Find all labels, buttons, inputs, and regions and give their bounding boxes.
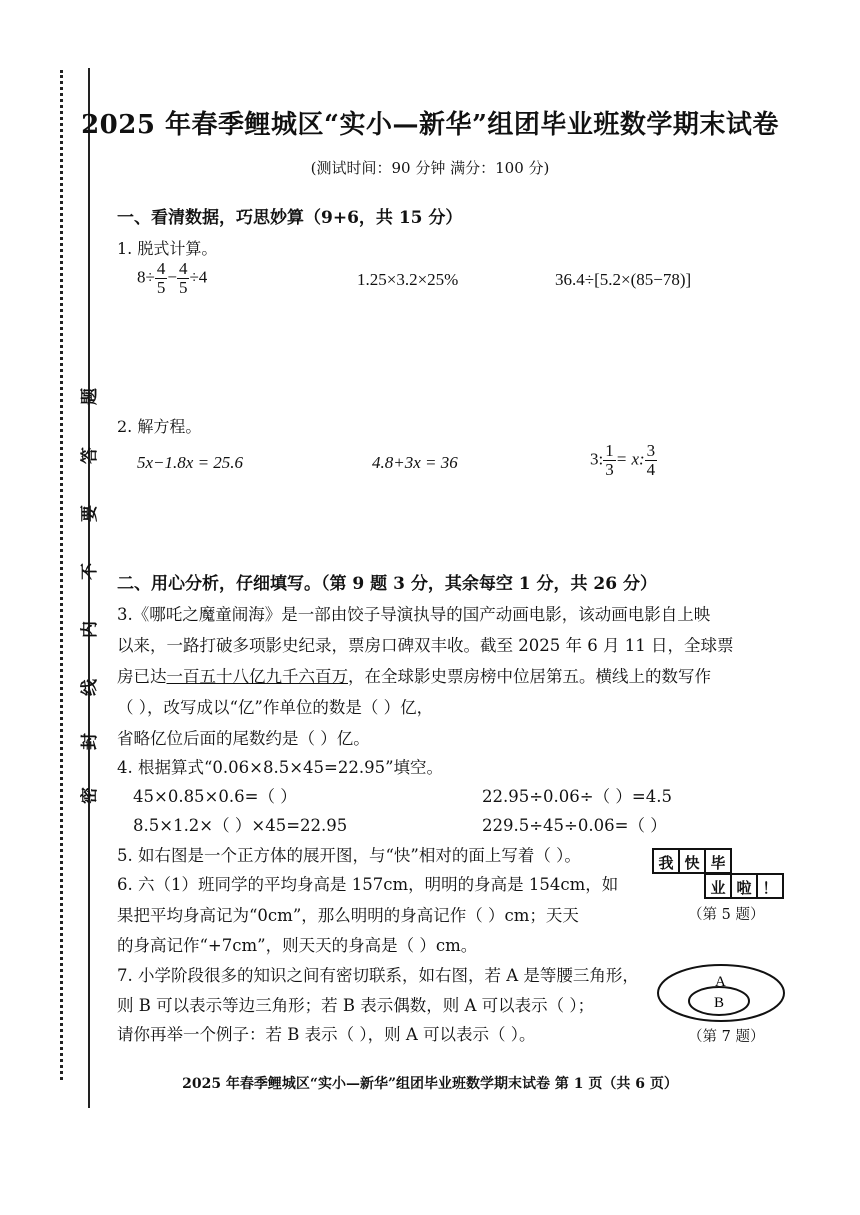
q2-eq1: 5x−1.8x = 25.6 — [137, 453, 244, 472]
q1-label: 1. 脱式计算。 — [117, 239, 218, 258]
margin-char: 要 — [80, 505, 100, 522]
binding-dotted-line — [60, 70, 63, 1080]
cube-face: 我 — [652, 848, 680, 874]
q7-line1: 7. 小学阶段很多的知识之间有密切联系，如右图，若 A 是等腰三角形， — [117, 966, 639, 985]
fraction — [603, 442, 616, 479]
q1-expr3: 36.4÷[5.2×(85−78)] — [555, 270, 692, 289]
margin-char: 密 — [80, 787, 100, 804]
q7-caption: （第 7 题） — [688, 1029, 765, 1045]
fraction — [155, 260, 168, 297]
fraction — [645, 442, 658, 479]
fraction — [177, 260, 190, 297]
q4-b: 22.95÷0.06÷（ ）=4.5 — [482, 787, 672, 806]
denominator: 5 — [156, 277, 166, 297]
q3-text: ，在全球影史票房榜中位居第五。横线上的数写作 — [348, 667, 711, 686]
q3-underlined-number: 一百五十八亿九千六百万 — [166, 667, 348, 686]
expr-text: − — [167, 267, 177, 287]
q6-line2: 果把平均身高记为“0cm”，那么明明的身高记作（ ）cm；天天 — [117, 906, 579, 925]
q4-label: 4. 根据算式“0.06×8.5×45=22.95”填空。 — [117, 758, 444, 777]
margin-char: 封 — [80, 733, 100, 750]
q5-text: 5. 如右图是一个正方体的展开图，与“快”相对的面上写着（ ）。 — [117, 846, 581, 865]
exam-subtitle: (测试时间：90 分钟 满分：100 分) — [310, 159, 550, 177]
q4-d: 229.5÷45÷0.06=（ ） — [482, 816, 667, 835]
numerator: 4 — [156, 259, 166, 278]
numerator: 3 — [646, 441, 656, 460]
margin-char: 题 — [80, 388, 100, 405]
margin-char: 答 — [80, 447, 100, 464]
q3-line3 — [117, 661, 711, 692]
cube-face: 啦 — [730, 873, 758, 899]
denominator: 5 — [178, 277, 188, 297]
q6-line3: 的身高记作“+7cm”，则天天的身高是（ ）cm。 — [117, 936, 478, 955]
section2-heading: 二、用心分析，仔细填写。（第 9 题 3 分，其余每空 1 分，共 26 分） — [117, 574, 657, 594]
binding-solid-line — [88, 68, 90, 1108]
denominator: 3 — [605, 459, 614, 479]
margin-char: 不 — [80, 563, 100, 580]
section1-heading: 一、看清数据，巧思妙算（9+6，共 15 分） — [117, 208, 463, 228]
nested-ellipse-figure — [655, 962, 787, 1024]
q6-line1: 6. 六（1）班同学的平均身高是 157cm，明明的身高是 154cm，如 — [117, 875, 619, 894]
q2-eq3 — [590, 442, 657, 479]
margin-char: 内 — [80, 621, 100, 638]
q3-line4: （ ），改写成以“亿”作单位的数是（ ）亿， — [117, 698, 434, 717]
label-b: B — [714, 995, 725, 1011]
q4-c: 8.5×1.2×（ ）×45=22.95 — [133, 816, 348, 835]
q3-text: 房已达 — [117, 667, 167, 686]
margin-char: 线 — [80, 679, 100, 696]
q4-a: 45×0.85×0.6=（ ） — [133, 787, 297, 806]
cube-face: 毕 — [704, 848, 732, 874]
numerator: 4 — [178, 259, 188, 278]
q1-expr2: 1.25×3.2×25% — [357, 270, 459, 289]
expr-text: = x: — [615, 449, 645, 469]
page-footer: 2025 年春季鲤城区“实小—新华”组团毕业班数学期末试卷 第 1 页（共 6 页） — [182, 1076, 678, 1092]
q1-expr1 — [137, 260, 207, 297]
cube-face: ！ — [756, 873, 784, 899]
denominator: 4 — [646, 459, 656, 479]
expr-text: ÷4 — [189, 267, 208, 287]
q3-line5: 省略亿位后面的尾数约是（ ）亿。 — [117, 729, 370, 748]
expr-text: 8÷ — [137, 267, 155, 287]
expr-text: 3: — [590, 449, 604, 469]
exam-title: 2025 年春季鲤城区“实小—新华”组团毕业班数学期末试卷 — [81, 110, 779, 140]
q5-caption: （第 5 题） — [688, 907, 765, 923]
numerator: 1 — [605, 441, 614, 460]
q3-line1: 3.《哪吒之魔童闹海》是一部由饺子导演执导的国产动画电影，该动画电影自上映 — [117, 605, 711, 624]
q3-line2: 以来，一路打破多项影史纪录，票房口碑双丰收。截至 2025 年 6 月 11 日，全球票 — [117, 636, 734, 655]
q2-label: 2. 解方程。 — [117, 417, 202, 436]
cube-face: 快 — [678, 848, 706, 874]
q2-eq2: 4.8+3x = 36 — [372, 453, 458, 472]
q7-line3: 请你再举一个例子：若 B 表示（ ），则 A 可以表示（ ）。 — [117, 1025, 536, 1044]
cube-face: 业 — [704, 873, 732, 899]
label-a: A — [715, 974, 726, 990]
q7-line2: 则 B 可以表示等边三角形；若 B 表示偶数，则 A 可以表示（ ）； — [117, 996, 595, 1015]
